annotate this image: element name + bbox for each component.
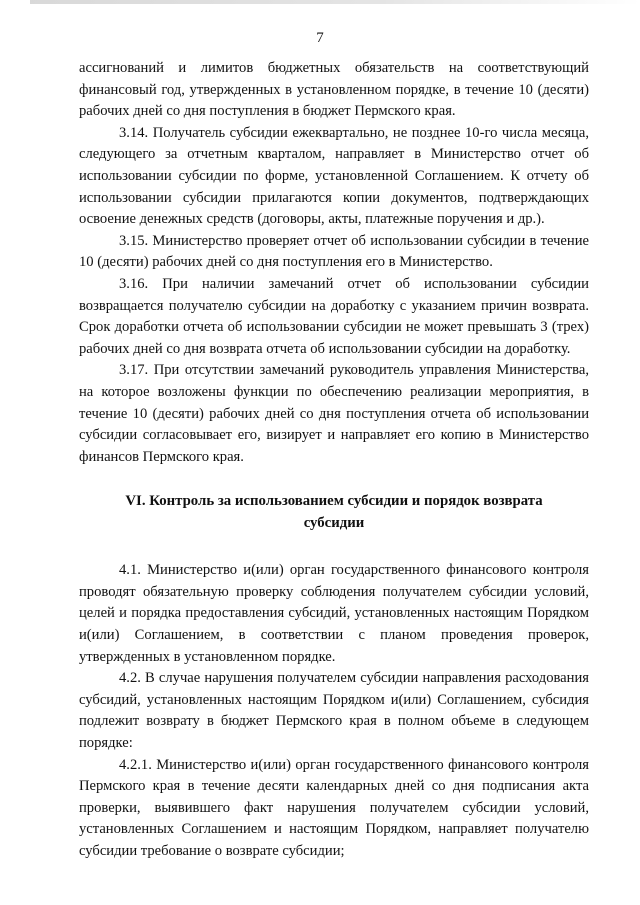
section-title-line-1: VI. Контроль за использованием субсидии и порядок возврата <box>125 493 543 510</box>
paragraph-4-2-1: 4.2.1. Министерство и(или) орган государственного финансового контроля Пермского края в течение десяти календарных дней со дня подписания акта проверки, выявившего факт нарушения получателем субсидии условий, установленных Соглашением и настоящим Порядком, направляет получателю субсидии требование о возврате субсидии; <box>79 756 589 859</box>
paragraph-4-2: 4.2. В случае нарушения получателем субсидии направления расходования субсидий, установленных настоящим Порядком и(или) Соглашением, субсидия подлежит возврату в бюджет Пермского края в полном объеме в следующем порядке: <box>79 670 589 752</box>
paragraph-3-14: 3.14. Получатель субсидии ежеквартально, не позднее 10-го числа месяца, следующего за отчетным кварталом, направляет в Министерство отчет об использовании субсидии по форме, установленной Соглашением. К отчету об использовании субсидии прилагаются копии документов, подтверждающих освоение денежных средств (договоры, акты, платежные поручения и др.). <box>79 124 589 228</box>
paragraph-4-1: 4.1. Министерство и(или) орган государственного финансового контроля проводят обязательную проверку соблюдения получателем субсидии условий, целей и порядка предоставления субсидий, установленных настоящим Порядком и(или) Соглашением, в соответствии с планом проведения проверок, утвержденных в установленном порядке. <box>79 562 589 665</box>
section-title-line-2: субсидии <box>303 515 365 532</box>
paragraph-continuation: ассигнований и лимитов бюджетных обязательств на соответствующий финансовый год, утвержденных в установленном порядке, в течение 10 (десяти) рабочих дней со дня поступления в бюджет Пермского края. <box>79 60 589 120</box>
scan-edge-line <box>0 0 640 4</box>
paragraph-3-16: 3.16. При наличии замечаний отчет об использовании субсидии возвращается получателю субсидии на доработку с указанием причин возврата. Срок доработки отчета об использовании субсидии не может превышать 3 (трех) рабочих дней со дня возврата отчета об использовании субсидии на доработку. <box>79 275 589 357</box>
paragraph-3-15: 3.15. Министерство проверяет отчет об использовании субсидии в течение 10 (десяти) рабочих дней со дня поступления его в Министерство. <box>79 232 589 271</box>
page-number: 7 <box>316 30 324 46</box>
section-title <box>79 490 589 534</box>
document-body <box>79 58 589 863</box>
paragraph-3-17: 3.17. При отсутствии замечаний руководитель управления Министерства, на которое возложены функции по обеспечению реализации мероприятия, в течение 10 (десяти) рабочих дней со дня поступления отчета об использовании субсидии согласовывает его, визирует и направляет его копию в Министерство финансов Пермского края. <box>79 362 589 465</box>
